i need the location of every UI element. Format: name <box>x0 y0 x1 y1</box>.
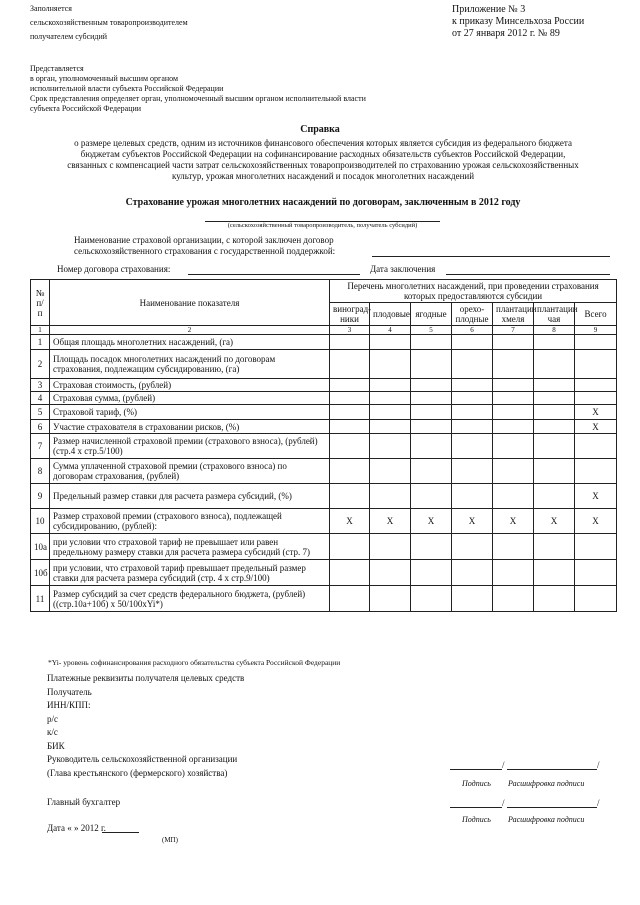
value-cell[interactable] <box>493 405 534 420</box>
submission-line: Представляется <box>30 64 84 73</box>
value-cell[interactable] <box>452 350 493 379</box>
value-cell[interactable] <box>452 392 493 405</box>
column-index: 6 <box>452 326 493 335</box>
excluded-cell: X <box>575 405 617 420</box>
row-number: 9 <box>31 484 50 509</box>
column-index: 4 <box>370 326 411 335</box>
column-index: 1 <box>31 326 50 335</box>
table-row <box>31 484 617 509</box>
value-cell[interactable] <box>370 534 411 560</box>
head-line: Руководитель сельскохозяйственной организации <box>47 754 238 764</box>
value-cell[interactable] <box>452 379 493 392</box>
filled-by-line: Заполняется <box>30 4 72 13</box>
row-label: Площадь посадок многолетних насаждений по договорам страхования, подлежащим субсидированию, (га) <box>50 350 330 379</box>
value-cell[interactable] <box>330 459 370 484</box>
payment-block <box>47 672 244 753</box>
value-cell[interactable] <box>330 586 370 612</box>
slash: / <box>597 798 600 808</box>
payment-line: к/с <box>47 727 58 737</box>
excluded-cell: X <box>411 509 452 534</box>
date-field[interactable] <box>102 832 139 833</box>
value-cell[interactable] <box>534 335 575 350</box>
contract-date-label: Дата заключения <box>370 264 436 274</box>
table-row <box>31 586 617 612</box>
value-cell[interactable] <box>452 484 493 509</box>
value-cell[interactable] <box>370 350 411 379</box>
header-col: плодовые <box>370 303 411 326</box>
value-cell[interactable] <box>370 420 411 434</box>
payment-line: ИНН/КПП: <box>47 700 91 710</box>
filled-by <box>30 4 188 42</box>
date-label: Дата « » 2012 г. <box>47 823 106 833</box>
value-cell[interactable] <box>370 392 411 405</box>
value-cell[interactable] <box>330 405 370 420</box>
column-index: 5 <box>411 326 452 335</box>
excluded-cell: X <box>452 509 493 534</box>
value-cell[interactable] <box>452 586 493 612</box>
value-cell[interactable] <box>534 379 575 392</box>
value-cell[interactable] <box>411 420 452 434</box>
table-row <box>31 459 617 484</box>
row-label: при условии что страховой тариф не превышает или равен предельному размеру ставки для расчета размера субсидий (стр. 7) <box>50 534 330 560</box>
value-cell[interactable] <box>493 379 534 392</box>
decode-caption: Расшифровка подписи <box>508 815 585 824</box>
row-number: 3 <box>31 379 50 392</box>
row-number: 4 <box>31 392 50 405</box>
value-cell[interactable] <box>370 560 411 586</box>
table-row <box>31 560 617 586</box>
excluded-cell: X <box>493 509 534 534</box>
value-cell[interactable] <box>370 335 411 350</box>
value-cell[interactable] <box>534 484 575 509</box>
signature-caption: Подпись <box>462 779 491 788</box>
slash: / <box>502 760 505 770</box>
value-cell[interactable] <box>575 459 617 484</box>
contract-number-field[interactable] <box>188 274 360 275</box>
row-label: Размер начисленной страховой премии (страхового взноса), (рублей) (стр.4 х стр.5/100) <box>50 434 330 459</box>
value-cell[interactable] <box>493 335 534 350</box>
value-cell[interactable] <box>575 350 617 379</box>
value-cell[interactable] <box>370 405 411 420</box>
row-label: Размер страховой премии (страхового взноса), подлежащей субсидированию, (рублей): <box>50 509 330 534</box>
value-cell[interactable] <box>411 434 452 459</box>
row-label: Участие страхователя в страховании рисков, (%) <box>50 420 330 434</box>
document-title: Справка <box>300 124 340 135</box>
value-cell[interactable] <box>411 405 452 420</box>
submission-line: исполнительной власти субъекта Российской Федерации <box>30 84 224 93</box>
subtitle-line: о размере целевых средств, одним из источников финансового обеспечения которых является субсидия из федерального бюджета <box>74 138 572 148</box>
value-cell[interactable] <box>330 534 370 560</box>
head-block <box>47 752 237 780</box>
excluded-cell: X <box>575 509 617 534</box>
footnote: *Yi- уровень софинансирования расходного обязательства субъекта Российской Федерации <box>48 658 341 667</box>
appendix-block <box>452 4 584 40</box>
value-cell[interactable] <box>411 392 452 405</box>
value-cell[interactable] <box>452 534 493 560</box>
value-cell[interactable] <box>575 586 617 612</box>
submission-line: Срок представления определяет орган, уполномоченный высшим органом исполнительной власти <box>30 94 366 103</box>
excluded-cell: X <box>575 420 617 434</box>
value-cell[interactable] <box>411 379 452 392</box>
row-label: Страховой тариф, (%) <box>50 405 330 420</box>
value-cell[interactable] <box>411 560 452 586</box>
value-cell[interactable] <box>575 335 617 350</box>
excluded-cell: X <box>370 509 411 534</box>
value-cell[interactable] <box>330 335 370 350</box>
insurer-label <box>74 235 335 257</box>
signature-caption: Подпись <box>462 815 491 824</box>
submission-line: субъекта Российской Федерации <box>30 104 142 113</box>
table-row <box>31 534 617 560</box>
excluded-cell: X <box>330 509 370 534</box>
row-label: Общая площадь многолетних насаждений, (га) <box>50 335 330 350</box>
value-cell[interactable] <box>411 586 452 612</box>
section-heading: Страхование урожая многолетних насаждений по договорам, заключенным в 2012 году <box>125 197 521 208</box>
value-cell[interactable] <box>411 484 452 509</box>
column-index: 2 <box>50 326 330 335</box>
header-col: виноград-ники <box>330 303 370 326</box>
value-cell[interactable] <box>411 459 452 484</box>
value-cell[interactable] <box>534 586 575 612</box>
value-cell[interactable] <box>534 560 575 586</box>
table-row <box>31 379 617 392</box>
subtitle-line: связанных с компенсацией части затрат сельскохозяйственных товаропроизводителей по страхованию урожая сельскохозяйственных <box>67 160 579 170</box>
header-group: Перечень многолетних насаждений, при проведении страхования которых предоставляются субсидии <box>330 280 617 303</box>
value-cell[interactable] <box>493 586 534 612</box>
row-label: Размер субсидий за счет средств федерального бюджета, (рублей) ((стр.10а+10б) х 50/100хYi*) <box>50 586 330 612</box>
subtitle-line: бюджетам субъектов Российской Федерации на софинансирование расходных обязательств субъектов Российской Федерации, <box>80 149 566 159</box>
value-cell[interactable] <box>411 350 452 379</box>
insurer-field[interactable] <box>372 256 610 257</box>
row-number: 10а <box>31 534 50 560</box>
value-cell[interactable] <box>493 560 534 586</box>
value-cell[interactable] <box>330 420 370 434</box>
column-index: 3 <box>330 326 370 335</box>
slash: / <box>502 798 505 808</box>
value-cell[interactable] <box>534 405 575 420</box>
appendix-line: к приказу Минсельхоза России <box>452 16 585 27</box>
header-col: ягодные <box>411 303 452 326</box>
row-number: 5 <box>31 405 50 420</box>
value-cell[interactable] <box>370 379 411 392</box>
row-number: 10б <box>31 560 50 586</box>
value-cell[interactable] <box>493 434 534 459</box>
payment-line: Платежные реквизиты получателя целевых средств <box>47 673 245 683</box>
header-col: орехо-плодные <box>452 303 493 326</box>
filled-by-line: получателем субсидий <box>30 32 108 41</box>
submission-line: в орган, уполномоченный высшим органом <box>30 74 179 83</box>
payment-line: БИК <box>47 740 65 751</box>
excluded-cell: X <box>575 484 617 509</box>
contract-date-field[interactable] <box>446 274 610 275</box>
filled-by-line: сельскохозяйственным товаропроизводителем <box>30 18 188 27</box>
insurer-line: Наименование страховой организации, с которой заключен договор <box>74 235 334 245</box>
recipient-caption: (сельскохозяйственный товаропроизводитель, получатель субсидий) <box>227 222 418 229</box>
value-cell[interactable] <box>534 434 575 459</box>
row-label: Сумма уплаченной страховой премии (страхового взноса) по договорам страхования, (рублей) <box>50 459 330 484</box>
column-index: 7 <box>493 326 534 335</box>
value-cell[interactable] <box>330 392 370 405</box>
table-row <box>31 434 617 459</box>
payment-line: р/с <box>47 713 58 724</box>
value-cell[interactable] <box>330 350 370 379</box>
value-cell[interactable] <box>575 560 617 586</box>
row-label: при условии, что страховой тариф превышает предельный размер ставки для расчета размера субсидий (стр. 4 х стр.9/100) <box>50 560 330 586</box>
indicators-table <box>30 279 617 612</box>
row-number: 8 <box>31 459 50 484</box>
document-subtitle <box>30 138 616 182</box>
value-cell[interactable] <box>370 586 411 612</box>
appendix-line: Приложение № 3 <box>452 4 526 15</box>
column-index-row <box>31 326 617 335</box>
slash: / <box>597 760 600 770</box>
head-decode-field[interactable] <box>507 769 597 770</box>
value-cell[interactable] <box>452 335 493 350</box>
value-cell[interactable] <box>370 484 411 509</box>
table-header-row <box>31 280 617 303</box>
value-cell[interactable] <box>575 392 617 405</box>
value-cell[interactable] <box>452 459 493 484</box>
row-label: Страховая сумма, (рублей) <box>50 392 330 405</box>
header-col: Всего <box>575 303 617 326</box>
row-number: 11 <box>31 586 50 612</box>
decode-caption: Расшифровка подписи <box>508 779 585 788</box>
row-number: 1 <box>31 335 50 350</box>
value-cell[interactable] <box>330 379 370 392</box>
head-line: (Глава крестьянского (фермерского) хозяйства) <box>47 768 228 778</box>
value-cell[interactable] <box>452 420 493 434</box>
value-cell[interactable] <box>534 420 575 434</box>
value-cell[interactable] <box>452 560 493 586</box>
value-cell[interactable] <box>575 379 617 392</box>
column-index: 9 <box>575 326 617 335</box>
table-row <box>31 392 617 405</box>
value-cell[interactable] <box>534 350 575 379</box>
contract-number-label: Номер договора страхования: <box>57 264 171 274</box>
value-cell[interactable] <box>493 420 534 434</box>
insurer-line: сельскохозяйственного страхования с государственной поддержкой: <box>74 246 336 256</box>
value-cell[interactable] <box>493 392 534 405</box>
value-cell[interactable] <box>575 434 617 459</box>
submission-block <box>30 64 366 114</box>
value-cell[interactable] <box>493 350 534 379</box>
table-row <box>31 350 617 379</box>
value-cell[interactable] <box>534 459 575 484</box>
row-number: 10 <box>31 509 50 534</box>
row-number: 2 <box>31 350 50 379</box>
table-row <box>31 405 617 420</box>
stamp-mark: (МП) <box>162 836 178 844</box>
header-col: плантации чая <box>534 303 575 326</box>
table-row <box>31 335 617 350</box>
table-row <box>31 509 617 534</box>
value-cell[interactable] <box>411 335 452 350</box>
value-cell[interactable] <box>493 534 534 560</box>
value-cell[interactable] <box>370 459 411 484</box>
header-col: плантации хмеля <box>493 303 534 326</box>
row-number: 7 <box>31 434 50 459</box>
row-label: Страховая стоимость, (рублей) <box>50 379 330 392</box>
value-cell[interactable] <box>534 534 575 560</box>
value-cell[interactable] <box>493 459 534 484</box>
payment-line: Получатель <box>47 686 92 697</box>
table-row <box>31 420 617 434</box>
value-cell[interactable] <box>330 560 370 586</box>
column-index: 8 <box>534 326 575 335</box>
value-cell[interactable] <box>575 534 617 560</box>
value-cell[interactable] <box>370 434 411 459</box>
row-number: 6 <box>31 420 50 434</box>
value-cell[interactable] <box>452 405 493 420</box>
appendix-line: от 27 января 2012 г. № 89 <box>452 28 560 39</box>
header-num: № п/п <box>31 280 50 326</box>
value-cell[interactable] <box>452 434 493 459</box>
accountant-signature-field[interactable] <box>450 807 502 808</box>
value-cell[interactable] <box>330 434 370 459</box>
value-cell[interactable] <box>330 484 370 509</box>
row-label: Предельный размер ставки для расчета размера субсидий, (%) <box>50 484 330 509</box>
excluded-cell: X <box>534 509 575 534</box>
value-cell[interactable] <box>534 392 575 405</box>
value-cell[interactable] <box>493 484 534 509</box>
subtitle-line: культур, урожая многолетних насаждений и посадок многолетних насаждений <box>171 171 475 181</box>
value-cell[interactable] <box>411 534 452 560</box>
head-signature-field[interactable] <box>450 769 502 770</box>
chief-accountant-label: Главный бухгалтер <box>47 797 121 807</box>
header-name: Наименование показателя <box>50 280 330 326</box>
accountant-decode-field[interactable] <box>507 807 597 808</box>
